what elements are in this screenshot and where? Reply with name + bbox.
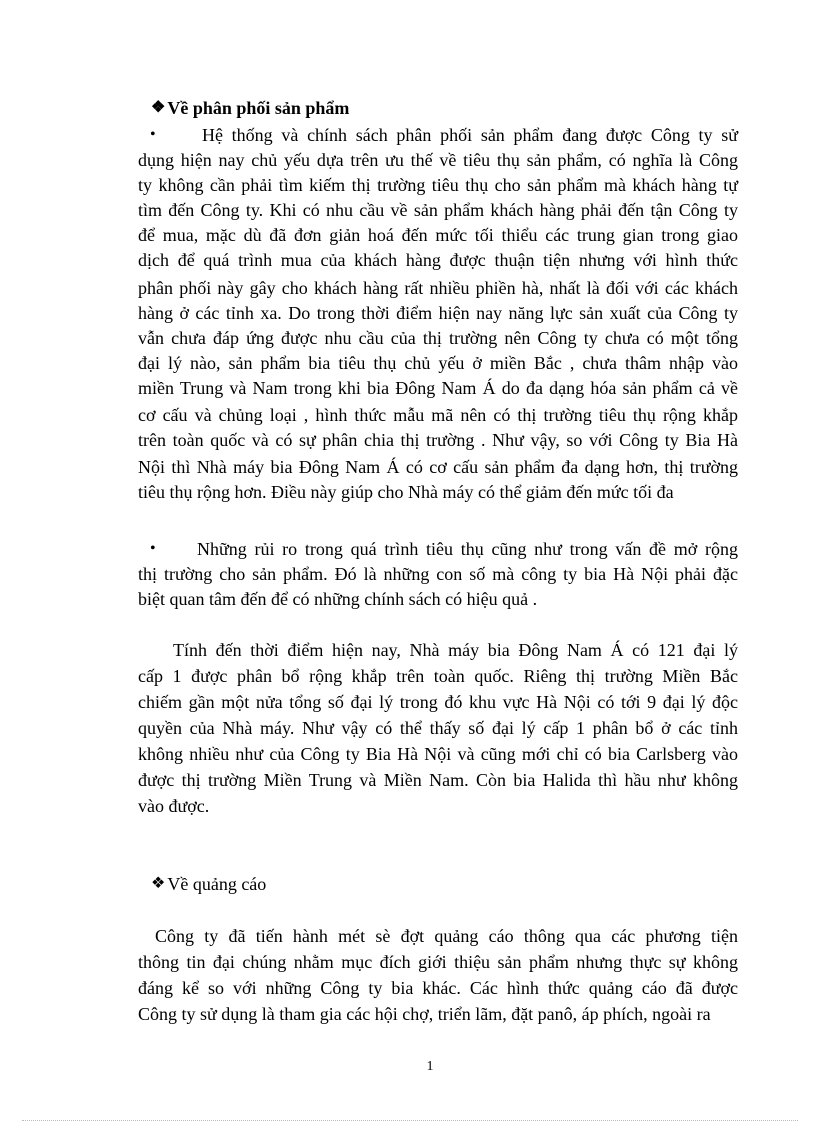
text-line: thị trường cho sản phẩm. Đó là những con số mà công ty bia Hà Nội phải đặc [138, 564, 738, 584]
text-line: trên toàn quốc và có sự phân chia thị trường . Như vậy, so với Công ty Bia Hà [138, 430, 738, 450]
text-line: miền Trung và Nam trong khi bia Đông Nam Á do đa dạng hóa sản phẩm cả về [138, 378, 738, 398]
text-line: hàng ở các tỉnh xa. Do trong thời điểm hiện nay năng lực sản xuất của Công ty [138, 303, 738, 323]
text-line: đáng kể so với những Công ty bia khác. Các hình thức quảng cáo đã được [138, 978, 738, 998]
text-line: đại lý nào, sản phẩm bia tiêu thụ chủ yếu ở miền Bắc , chưa thâm nhập vào [138, 353, 738, 373]
heading-text: Về quảng cáo [167, 874, 267, 894]
page-bottom-divider [22, 1120, 798, 1121]
text-line: phân phối này gây cho khách hàng rất nhiều phiền hà, nhất là đối với các khách [138, 278, 738, 298]
text-line: dịch để quá trình mua của khách hàng được thuận tiện nhưng với hình thức [138, 250, 738, 270]
text-line: Công ty sử dụng là tham gia các hội chợ, triển lãm, đặt panô, áp phích, ngoài ra [138, 1004, 711, 1024]
text-line: cấp 1 được phân bổ rộng khắp trên toàn quốc. Riêng thị trường Miền Bắc [138, 666, 738, 686]
section-heading-advertising [151, 873, 266, 895]
text-line: Hệ thống và chính sách phân phối sản phẩm đang được Công ty sử [202, 125, 738, 145]
text-line: không nhiều như của Công ty Bia Hà Nội và cũng mới chỉ có bia Carlsberg vào [138, 744, 738, 764]
diamond-icon: ❖ [151, 99, 166, 116]
diamond-icon: ❖ [151, 875, 166, 892]
text-line: cơ cấu và chủng loại , hình thức mẫu mã nên có thị trường tiêu thụ rộng khắp [138, 405, 738, 425]
text-line: ty không cần phải tìm kiếm thị trường tiêu thụ cho sản phẩm mà khách hàng tự [138, 175, 738, 195]
text-line: quyền của Nhà máy. Như vậy có thể thấy số đại lý cấp 1 phân bổ ở các tỉnh [138, 718, 738, 738]
heading-text: Về phân phối sản phẩm [167, 98, 350, 118]
text-line: thông tin đại chúng nhằm mục đích giới thiệu sản phẩm nhưng thực sự không [138, 952, 738, 972]
text-line: Những rủi ro trong quá trình tiêu thụ cũng như trong vấn đề mở rộng [197, 539, 738, 559]
text-line: được thị trường Miền Trung và Miền Nam. Còn bia Halida thì hầu như không [138, 770, 738, 790]
text-line: tiêu thụ rộng hơn. Điều này giúp cho Nhà máy có thể giảm đến mức tối đa [138, 482, 674, 502]
text-line: biệt quan tâm đến để có những chính sách có hiệu quả . [138, 589, 538, 609]
text-line: tìm đến Công ty. Khi có nhu cầu về sản phẩm khách hàng phải đến tận Công ty [138, 200, 738, 220]
section-heading-distribution [151, 97, 349, 119]
text-line: vẫn chưa đáp ứng được nhu cầu của thị trường nên Công ty chưa có một tổng [138, 328, 738, 348]
text-line: vào được. [138, 796, 210, 816]
text-line: dụng hiện nay chủ yếu dựa trên ưu thế về tiêu thụ sản phẩm, có nghĩa là Công [138, 150, 738, 170]
text-line: Tính đến thời điểm hiện nay, Nhà máy bia Đông Nam Á có 121 đại lý [173, 640, 738, 660]
bullet-icon: • [150, 540, 156, 557]
text-line: Công ty đã tiến hành mét sè đợt quảng cáo thông qua các phương tiện [155, 926, 738, 946]
bullet-icon: • [150, 126, 156, 143]
page-number: 1 [426, 1059, 434, 1074]
text-line: để mua, mặc dù đã đơn giản hoá đến mức tối thiểu các trung gian trong giao [138, 225, 738, 245]
text-line: chiếm gần một nửa tổng số đại lý trong đó khu vực Hà Nội có tới 9 đại lý độc [138, 692, 738, 712]
text-line: Nội thì Nhà máy bia Đông Nam Á có cơ cấu sản phẩm đa dạng hơn, thị trường [138, 457, 738, 477]
